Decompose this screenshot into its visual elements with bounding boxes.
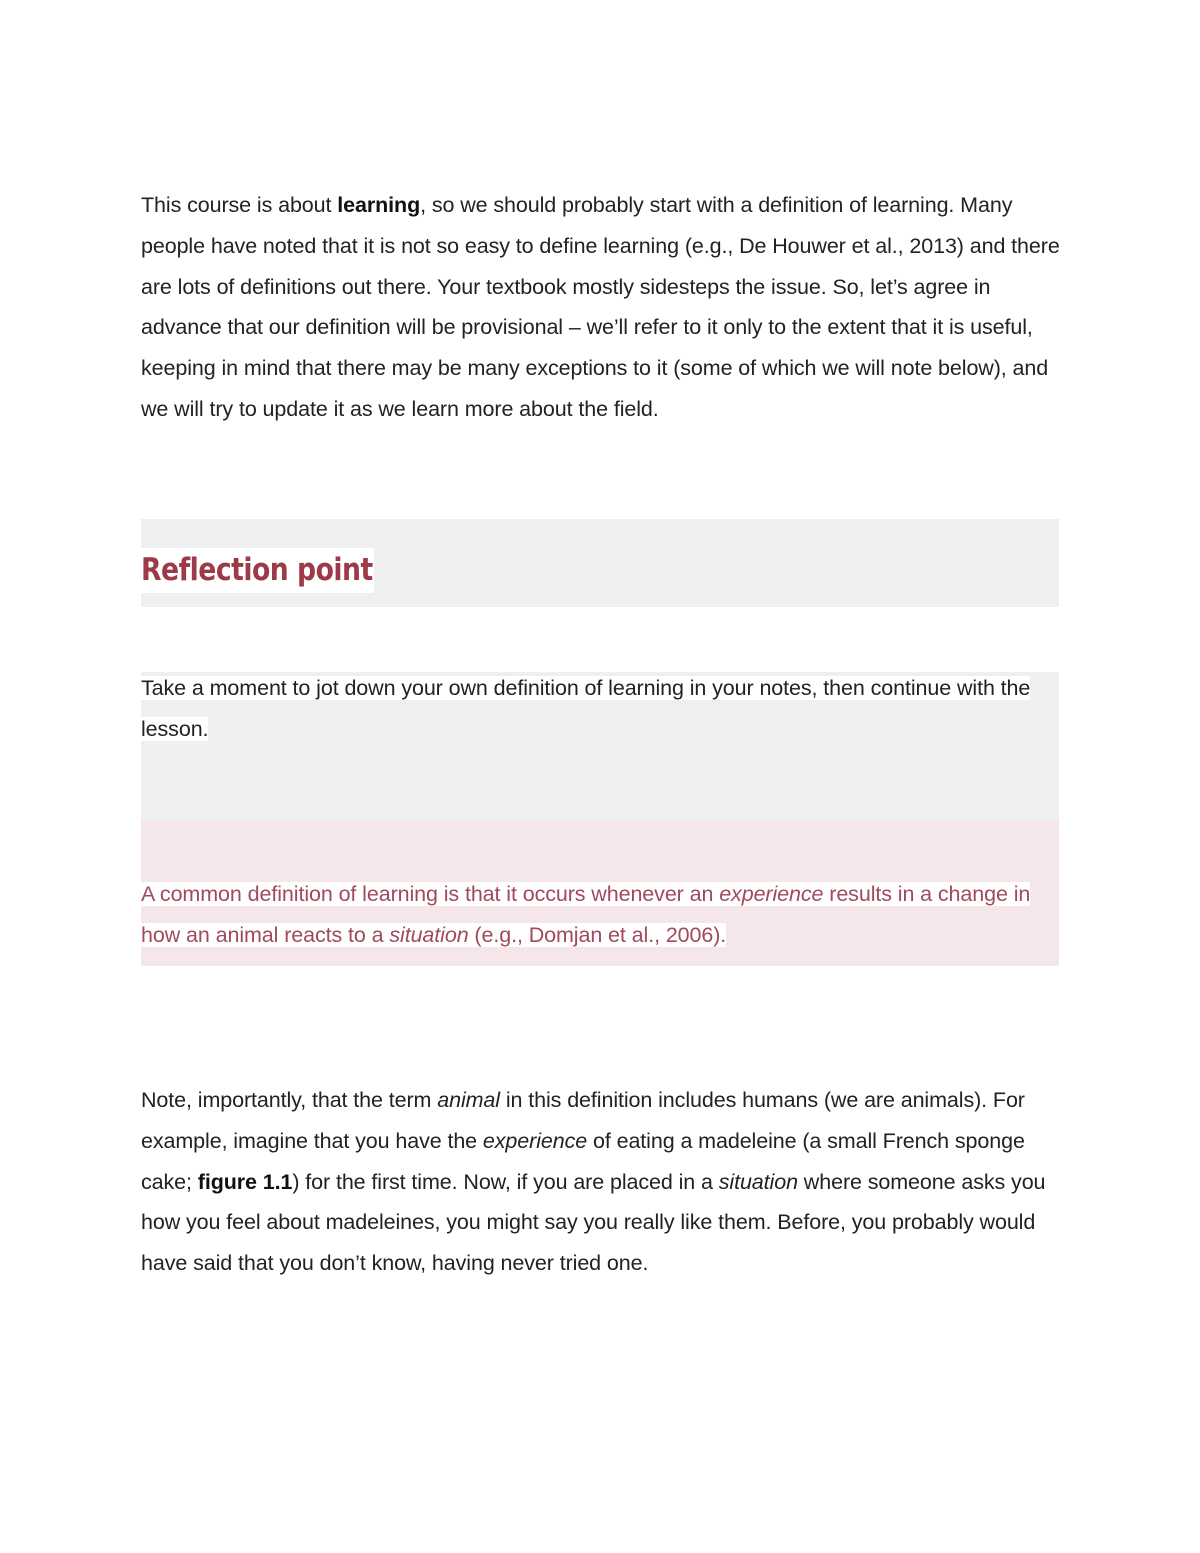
definition-text [141,874,1059,956]
note-text-4: ) for the first time. Now, if you are placed in a [292,1169,719,1194]
intro-bold-learning: learning [337,193,421,217]
figure-reference-link[interactable]: figure 1.1 [197,1169,293,1194]
intro-text-1: This course is about [141,193,338,217]
note-em-situation: situation [718,1169,798,1194]
note-em-animal: animal [437,1088,500,1112]
note-text-1: Note, importantly, that the term [141,1088,438,1112]
definition-text-1: A common definition of learning is that it occurs whenever an [141,882,720,906]
intro-paragraph [141,185,1071,430]
reflection-prompt-text: Take a moment to jot down your own definition of learning in your notes, then continue with the lesson. [141,676,1031,741]
note-text-3: of eating a madeleine (a small French sponge cake; [141,1128,1025,1194]
reflection-prompt [141,668,1059,750]
reflection-title: Reflection point [141,548,374,593]
intro-text-2: , so we should probably start with a definition of learning. Many people have noted that it is not so easy to define learning (e.g., De Houwer et al., 2013) and there are lots of definitions out there. Your textbook mostly sidesteps the issue. So, let’s agree in advance that our definition will be provisional – we’ll refer to it only to the extent that it is useful, keeping in mind that there may be many exceptions to it (some of which we will note below), and we will try to update it as we learn more about the field. [141,193,1060,421]
definition-em-situation: situation [389,922,469,947]
note-em-experience: experience [482,1128,588,1153]
note-text-5: where someone asks you how you feel about madeleines, you might say you really like them. Before, you probably would have said that you don’t know, having never tried one. [141,1169,1046,1276]
definition-text-2: results in a change in how an animal reacts to a [141,882,1031,947]
note-text-2: in this definition includes humans (we are animals). For example, imagine that you have the [141,1088,1025,1153]
definition-em-experience: experience [719,882,824,906]
note-paragraph [141,1080,1071,1284]
definition-text-3: (e.g., Domjan et al., 2006). [468,922,727,947]
